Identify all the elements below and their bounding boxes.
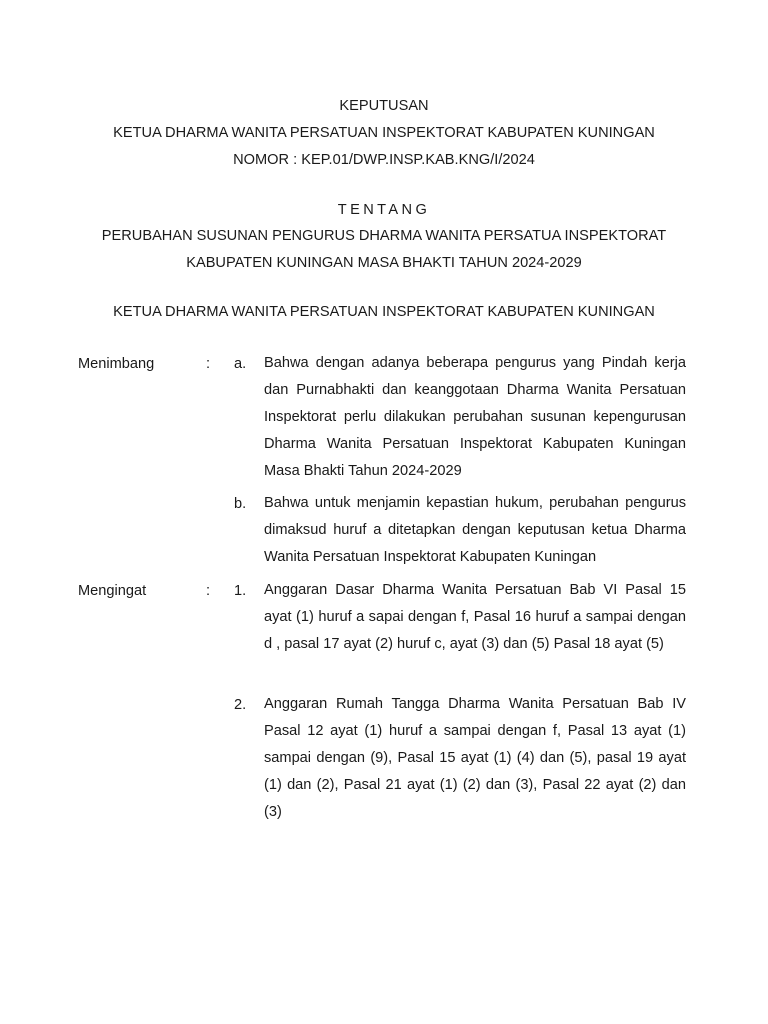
subject-heading: TENTANG	[337, 202, 431, 218]
subject-line-1: PERUBAHAN SUSUNAN PENGURUS DHARMA WANITA PERSATUA INSPEKTORAT	[101, 228, 667, 244]
menimbang-item-b-text: Bahwa untuk menjamin kepastian hukum, perubahan pengurus dimaksud huruf a ditetapkan dengan keputusan ketua Dharma Wanita Persatuan Inspektorat Kabupaten Kuningan	[264, 495, 686, 565]
decree-number: NOMOR : KEP.01/DWP.INSP.KAB.KNG/I/2024	[233, 152, 535, 168]
mengingat-label: Mengingat	[78, 583, 147, 599]
menimbang-item-a-text: Bahwa dengan adanya beberapa pengurus yang Pindah kerja dan Purnabhakti dan keanggotaan Dharma Wanita Persatuan Inspektorat perlu dilakukan perubahan susunan kepengurusan Dharma Wanita Persatuan Inspektorat Kabupaten Kuningan Masa Bhakti Tahun 2024-2029	[264, 355, 686, 479]
menimbang-item-a-marker: a.	[234, 356, 247, 372]
decree-issuer: KETUA DHARMA WANITA PERSATUAN INSPEKTORAT KABUPATEN KUNINGAN	[113, 125, 655, 141]
menimbang-colon: :	[206, 356, 211, 372]
mengingat-item-2-text: Anggaran Rumah Tangga Dharma Wanita Persatuan Bab IV Pasal 12 ayat (1) huruf a sampai dengan f, Pasal 13 ayat (1) sampai dengan (9), Pasal 15 ayat (1) (4) dan (5), pasal 19 ayat (1) dan (2), Pasal 21 ayat (1) (2) dan (3), Pasal 22 ayat (2) dan (3)	[264, 696, 686, 820]
mengingat-item-1-text: Anggaran Dasar Dharma Wanita Persatuan Bab VI Pasal 15 ayat (1) huruf a sapai dengan f, Pasal 16 huruf a sampai dengan d , pasal 17 ayat (2) huruf c, ayat (3) dan (5) Pasal 18 ayat (5)	[264, 582, 686, 652]
menimbang-item-b-marker: b.	[234, 496, 247, 512]
authority-line: KETUA DHARMA WANITA PERSATUAN INSPEKTORAT KABUPATEN KUNINGAN	[113, 304, 655, 320]
mengingat-item-2-marker: 2.	[234, 697, 247, 713]
decree-title: KEPUTUSAN	[339, 98, 429, 114]
menimbang-label: Menimbang	[78, 356, 155, 372]
subject-line-2: KABUPATEN KUNINGAN MASA BHAKTI TAHUN 2024-2029	[186, 255, 582, 271]
mengingat-colon: :	[206, 583, 211, 599]
mengingat-item-1-marker: 1.	[234, 583, 247, 599]
